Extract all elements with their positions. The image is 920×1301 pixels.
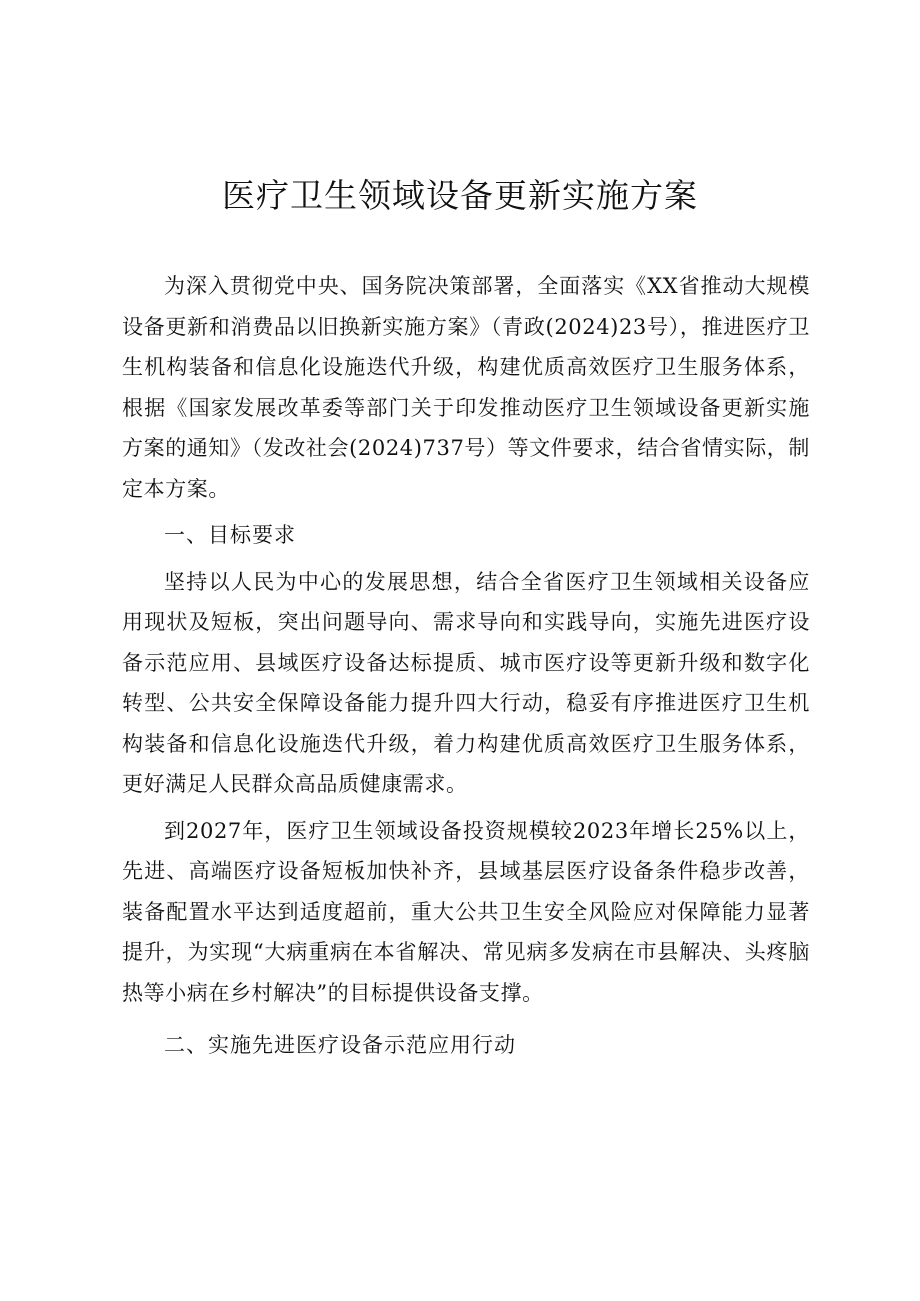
document-body: [122, 266, 810, 1066]
document-title: 医疗卫生领域设备更新实施方案: [222, 176, 698, 215]
intro-paragraph: 为深入贯彻党中央、国务院决策部署，全面落实《XX省推动大规模设备更新和消费品以旧换新实施方案》（青政(2024)23号），推进医疗卫生机构装备和信息化设施迭代升级，构建优质高效医疗卫生服务体系，根据《国家发展改革委等部门关于印发推动医疗卫生领域设备更新实施方案的通知》（发改社会(2024)737号）等文件要求，结合省情实际，制定本方案。: [122, 274, 811, 501]
section-heading-goals: 一、目标要求: [164, 523, 296, 547]
goals-paragraph-2: 到2027年，医疗卫生领域设备投资规模较2023年增长25%以上，先进、高端医疗设备短板加快补齐，县域基层医疗设备条件稳步改善，装备配置水平达到适度超前，重大公共卫生安全风险应对保障能力显著提升，为实现“大病重病在本省解决、常见病多发病在市县解决、头疼脑热等小病在乡村解决”的目标提供设备支撑。: [122, 818, 810, 1005]
section-heading-advanced-equipment: 二、实施先进医疗设备示范应用行动: [164, 1033, 516, 1057]
goals-paragraph-1: 坚持以人民为中心的发展思想，结合全省医疗卫生领域相关设备应用现状及短板，突出问题导向、需求导向和实践导向，实施先进医疗设备示范应用、县域医疗设备达标提质、城市医疗设等更新升级和数字化转型、公共安全保障设备能力提升四大行动，稳妥有序推进医疗卫生机构装备和信息化设施迭代升级，着力构建优质高效医疗卫生服务体系，更好满足人民群众高品质健康需求。: [122, 569, 810, 796]
